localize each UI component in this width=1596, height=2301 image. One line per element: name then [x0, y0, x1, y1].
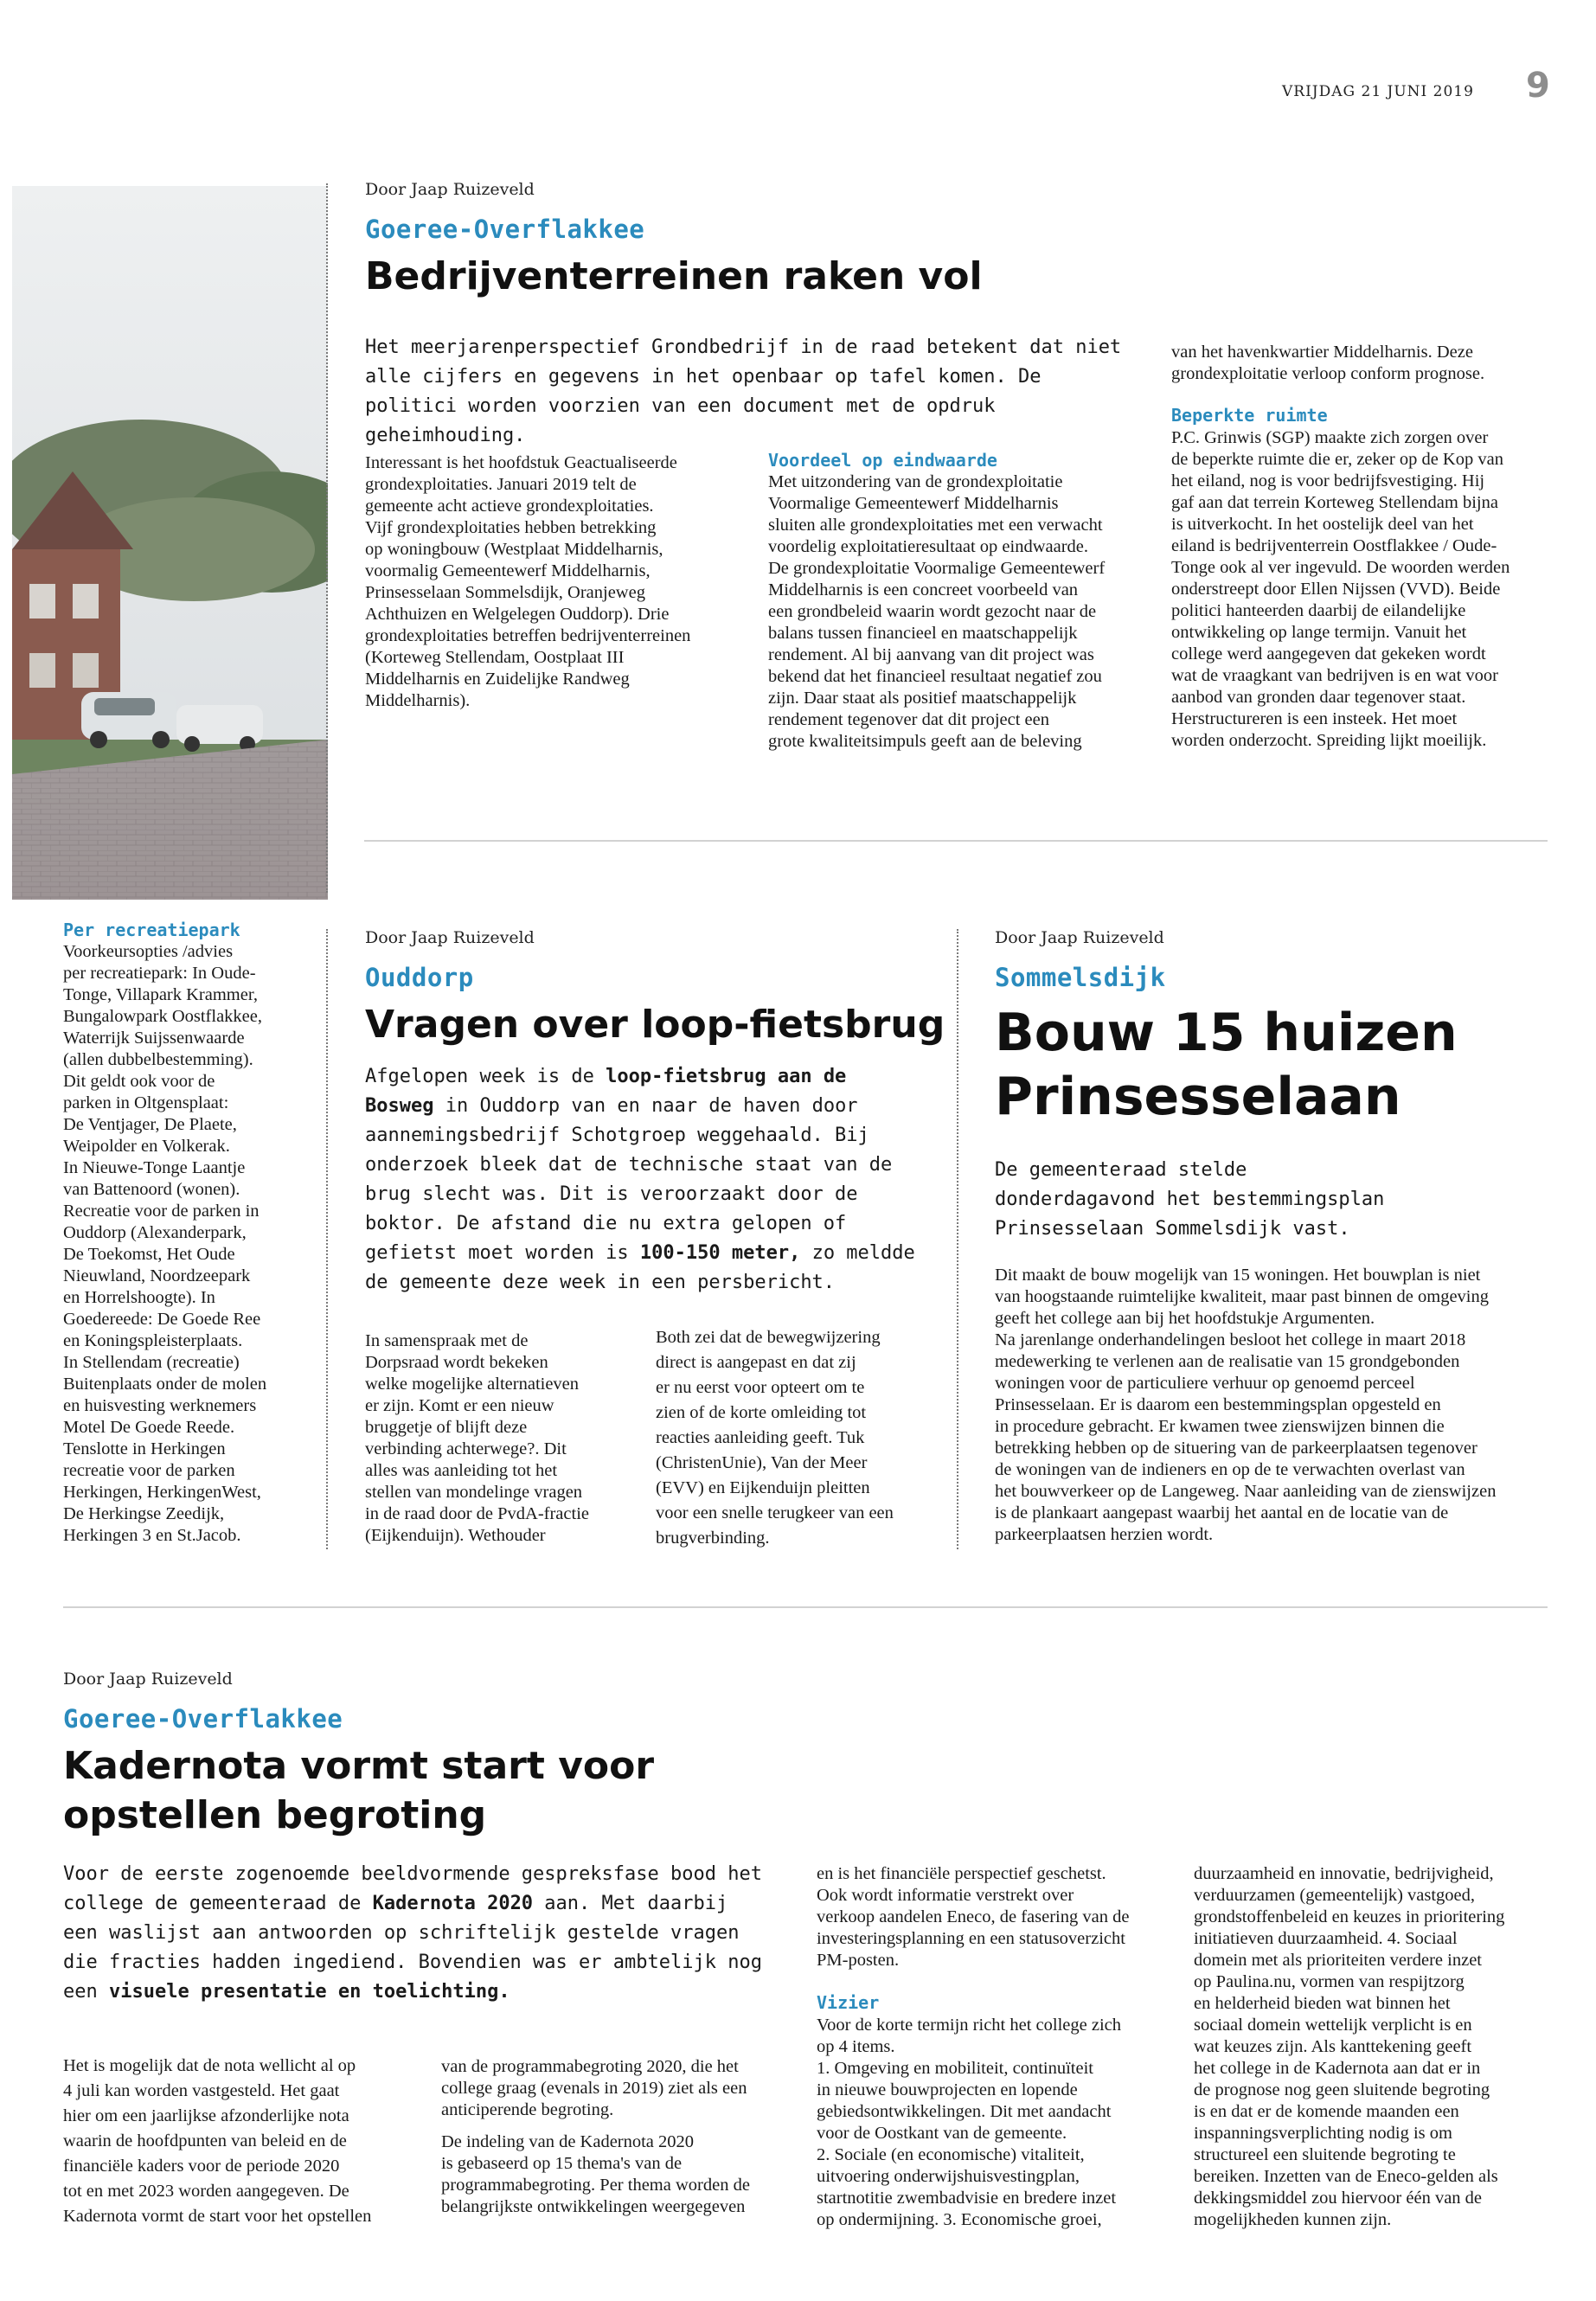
article1-col1: Interessant is het hoofdstuk Geactualiseerde grondexploitaties. Januari 2019 telt de gemeente acht actieve grondexploitaties. Vijf grondexploitaties hebben betrekking op woningbouw (Westplaat Middelharnis, voormalig Gemeentewerf Middelharnis, Prinsesselaan Sommelsdijk, Oranjeweg Achthuizen en Welgelegen Ouddorp). Drie grondexploitaties betreffen bedrijventerreinen (Korteweg Stellendam, Oostplaat III Middelharnis en Zuidelijke Randweg Middelharnis). — [365, 453, 691, 710]
column-separator — [326, 183, 328, 893]
article4-title-line2: opstellen begroting — [63, 1793, 487, 1837]
section-divider — [63, 1606, 1548, 1608]
article4-col2b: De indeling van de Kadernota 2020 is gebaseerd op 15 thema's van de programmabegroting. Per thema worden de belangrijkste ontwikkelingen weergegeven — [441, 2132, 750, 2216]
article1-title: Bedrijventerreinen raken vol — [365, 254, 983, 298]
article2-title: Vragen over loop-fietsbrug — [365, 1003, 945, 1047]
article4-col3a: en is het financiële perspectief geschetst. Ook wordt informatie verstrekt over verkoop aandelen Eneco, de fasering van de investeringsplanning en een statusoverzicht PM-posten. — [817, 1864, 1130, 1970]
article2-lead-bold: loop-fietsbrug aan de Bosweg — [365, 1066, 847, 1117]
article1-col3b: P.C. Grinwis (SGP) maakte zich zorgen over de beperkte ruimte die er, zeker op de Kop van het eiland, nog is voor bedrijfsvestiging. Hij gaf aan dat terrein Korteweg Stellendam bijna is uitverkocht. In het oostelijk deel van het eiland is bedrijventerrein Oostflakkee / Oude- Tonge ook al ver ingevuld. De woorden werden onderstreept door Ellen Nijssen (VVD). Beide politici hanteerden daarbij de eilandelijke ontwikkeling op lange termijn. Vanuit het college werd aangegeven dat gekeken wordt wat de vraagkant van bedrijven is en wat voor aanbod van gronden daar tegenover staat. Herstructureren is een insteek. Het moet worden onderzocht. Spreiding lijkt moeilijk. — [1171, 428, 1510, 750]
article1-col3-heading: Beperkte ruimte — [1171, 405, 1328, 426]
street-photo — [12, 186, 328, 900]
article3-title-line1: Bouw 15 huizen — [995, 1003, 1458, 1063]
article2-lead-bold: 100-150 meter, — [639, 1242, 801, 1264]
article2-lead-part: in Ouddorp van en naar de haven door aannemingsbedrijf Schotgroep weggehaald. Bij onderzoek bleek dat de technische staat van de brug slecht was. Dit is veroorzaakt door de boktor. De afstand die nu extra gelopen of gefietst moet worden is — [365, 1095, 893, 1264]
page-number: 9 — [1526, 66, 1550, 106]
article4-lead — [63, 1860, 772, 2007]
article3-body: Dit maakt de bouw mogelijk van 15 woningen. Het bouwplan is niet van hoogstaande ruimtelijke kwaliteit, maar past binnen de omgeving geeft het college aan bij het hoofdstukje Argumenten. Na jarenlange onderhandelingen besloot het college in maart 2018 medewerking te verlenen aan de realisatie van 15 grondgebonden woningen voor de particuliere verhuur op genoemd perceel Prinsesselaan. Er is daarom een bestemmingsplan opgesteld en in procedure gebracht. Er kwamen twee zienswijzen binnen die betrekking hebben op de situering van de parkeerplaatsen tegenover de woningen van de indieners en op de te verwachten overlast van het bouwverkeer op de Langeweg. Naar aanleiding van de zienswijzen is de plankaart aangepast waarbij het aantal en de locatie van de parkeerplaatsen herzien wordt. — [995, 1266, 1497, 1544]
article4-col1: Het is mogelijk dat de nota wellicht al op 4 juli kan worden vastgesteld. Het gaat hier om een jaarlijkse afzonderlijke nota waarin de hoofdpunten van beleid en de financiële kaders voor de periode 2020 tot en met 2023 worden aangegeven. De Kadernota vormt de start voor het opstellen — [63, 2056, 372, 2226]
street-photo-image — [12, 186, 328, 900]
article2-lead — [365, 1062, 919, 1298]
article4-col4: duurzaamheid en innovatie, bedrijvigheid, verduurzamen (gemeentelijk) vastgoed, grondstoffenbeleid en keuzes in prioritering initiatieven duurzaamheid. 4. Sociaal domein met als prioriteiten verdere inzet op Paulina.nu, vormen van respijtzorg en helderheid bieden wat binnen het sociaal domein wettelijk verplicht is en wat keuzes zijn. Als kanttekening geeft het college in de Kadernota aan dat er in de prognose nog geen sluitende begroting is en dat er de komende maanden een inspanningsverplichting nodig is om structureel een sluitende begroting te bereiken. Inzetten van de Eneco-gelden als dekkingsmiddel zou hiervoor één van de mogelijkheden kunnen zijn. — [1194, 1864, 1505, 2229]
article2-lead-part: zo meldde de gemeente deze week in een persbericht. — [365, 1242, 915, 1293]
article2-lead-part: Afgelopen week is de — [365, 1066, 606, 1087]
article1-col2-heading: Voordeel op eindwaarde — [768, 450, 997, 471]
article1-lead: Het meerjarenperspectief Grondbedrijf in de raad betekent dat niet alle cijfers en gegevens in het openbaar op tafel komen. De politici worden voorzien van een document met de opdruk geheimhouding. — [365, 336, 1122, 446]
article4-kicker: Goeree-Overflakkee — [63, 1704, 343, 1734]
sidebar-text: Voorkeursopties /advies per recreatiepark: In Oude- Tonge, Villapark Krammer, Bungalowpark Oostflakkee, Waterrijk Suijssenwaarde (allen dubbelbestemming). Dit geldt ook voor de parken in Oltgensplaat: De Ventjager, De Plaete, Weipolder en Volkerak. In Nieuwe-Tonge Laantje van Battenoord (wonen). Recreatie voor de parken in Ouddorp (Alexanderpark, De Toekomst, Het Oude Nieuwland, Noordzeepark en Horrelshoogte). In Goedereede: De Goede Ree en Koningspleisterplaats. In Stellendam (recreatie) Buitenplaats onder de molen en huisvesting werknemers Motel De Goede Reede. Tenslotte in Herkingen recreatie voor de parken Herkingen, HerkingenWest, De Herkingse Zeedijk, Herkingen 3 en St.Jacob. — [63, 942, 267, 1545]
article4-lead-bold: visuele presentatie en toelichting. — [108, 1981, 510, 2003]
article2-col2: Both zei dat de bewegwijzering direct is aangepast en dat zij er nu eerst voor opteert om te zien of de korte omleiding tot reacties aanleiding geeft. Tuk (ChristenUnie), Van der Meer (EVV) en Eijkenduijn pleitten voor een snelle terugkeer van een brugverbinding. — [656, 1328, 894, 1548]
article2-kicker: Ouddorp — [365, 963, 474, 992]
article4-lead-part: aan. Met daarbij een waslijst aan antwoorden op schriftelijk gestelde vragen die fracties hadden ingediend. Bovendien was er ambtelijk nog een — [63, 1893, 762, 2003]
article4-title-line1: Kadernota vormt start voor — [63, 1744, 655, 1788]
article3-title-line2: Prinsesselaan — [995, 1067, 1401, 1127]
article4-byline: Door Jaap Ruizeveld — [63, 1670, 233, 1689]
article4-col3b: Voor de korte termijn richt het college zich op 4 items. 1. Omgeving en mobiliteit, continuïteit in nieuwe bouwprojecten en lopende gebiedsontwikkelingen. Dit met aandacht voor de Oostkant van de gemeente. 2. Sociale (en economische) vitaliteit, uitvoering onderwijshuisvestingplan, startnotitie zwembadvisie en bredere inzet op ondermijning. 3. Economische groei, — [817, 2016, 1121, 2229]
article1-col2: Met uitzondering van de grondexploitatie Voormalige Gemeentewerf Middelharnis sluiten alle grondexploitaties met een verwacht voordelig exploitatieresultaat op eindwaarde. De grondexploitatie Voormalige Gemeentewerf Middelharnis is een concreet voorbeeld van een grondbeleid waarin wordt gezocht naar de balans tussen financieel en maatschappelijk rendement. Al bij aanvang van dit project was bekend dat het financieel resultaat negatief zou zijn. Daar staat als positief maatschappelijk rendement tegenover dat dit project een grote kwaliteitsimpuls geeft aan de beleving — [768, 472, 1106, 751]
article3-byline: Door Jaap Ruizeveld — [995, 928, 1164, 947]
section-divider — [364, 840, 1548, 842]
article1-col3a: van het havenkwartier Middelharnis. Deze grondexploitatie verloop conform prognose. — [1171, 343, 1485, 383]
article4-col3-heading: Vizier — [817, 1992, 880, 2013]
article2-col1: In samenspraak met de Dorpsraad wordt bekeken welke mogelijke alternatieven er zijn. Komt er een nieuw bruggetje of blijft deze verbinding achterwege?. Dit alles was aanleiding tot het stellen van mondelinge vragen in de raad door de PvdA-fractie (Eijkenduijn). Wethouder — [365, 1331, 589, 1545]
issue-date: VRIJDAG 21 JUNI 2019 — [1282, 83, 1474, 100]
article3-lead: De gemeenteraad stelde donderdagavond het bestemmingsplan Prinsesselaan Sommelsdijk vast. — [995, 1159, 1385, 1240]
column-separator — [957, 929, 958, 1549]
article1-byline: Door Jaap Ruizeveld — [365, 180, 535, 199]
article4-lead-bold: Kadernota 2020 — [372, 1893, 534, 1914]
article4-col2a: van de programmabegroting 2020, die het college graag (evenals in 2019) ziet als een anticiperende begroting. — [441, 2057, 747, 2119]
column-separator — [326, 929, 328, 1549]
article3-kicker: Sommelsdijk — [995, 963, 1166, 992]
article1-kicker: Goeree-Overflakkee — [365, 215, 645, 244]
article2-byline: Door Jaap Ruizeveld — [365, 928, 535, 947]
article4-lead-part: Voor de eerste zogenoemde beeldvormende gespreksfase bood het college de gemeenteraad de — [63, 1863, 762, 1914]
sidebar-heading: Per recreatiepark — [63, 920, 240, 940]
